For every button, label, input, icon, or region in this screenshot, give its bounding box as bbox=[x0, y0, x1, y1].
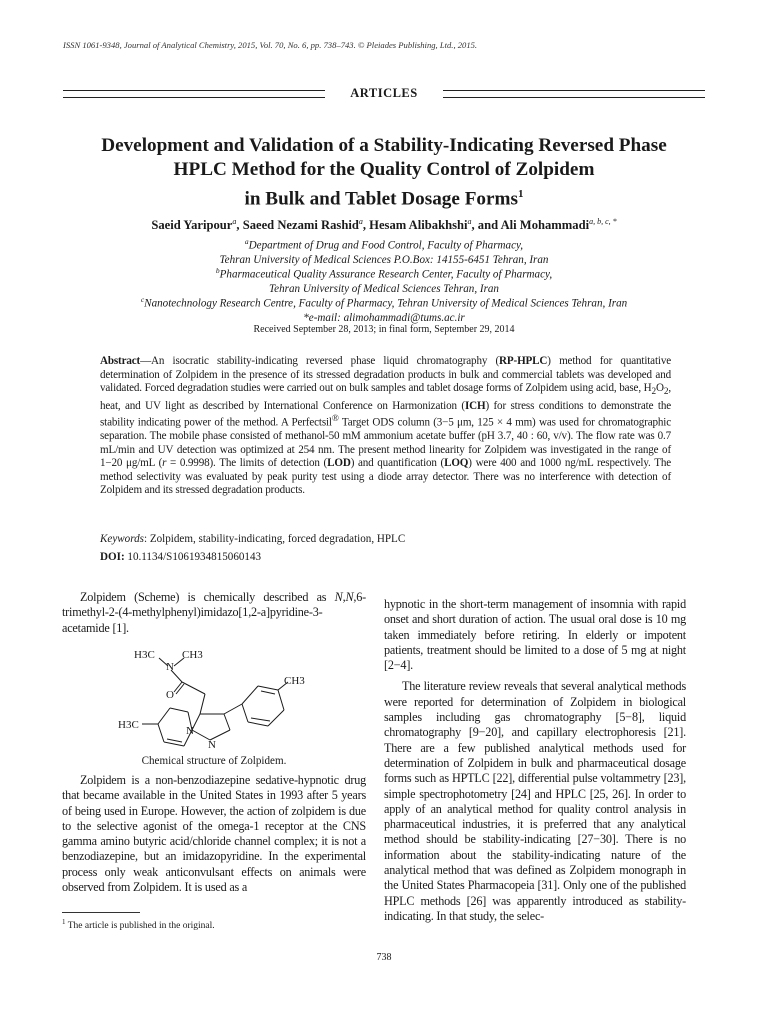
footnote-mark: 1 bbox=[62, 918, 66, 926]
label-n-ring-1: N bbox=[186, 725, 194, 737]
author-1-affil: a bbox=[232, 217, 237, 226]
keywords-text: : Zolpidem, stability-indicating, forced degradation, HPLC bbox=[143, 533, 406, 545]
text: Zolpidem (Scheme) is chemically described as bbox=[80, 590, 335, 604]
author-sep: , bbox=[362, 218, 370, 233]
author-sep: , bbox=[236, 218, 243, 233]
label-h3c-left: H3C bbox=[118, 719, 139, 731]
author-3: Hesam Alibakhshi bbox=[369, 218, 468, 233]
abstract-dash: — bbox=[140, 355, 152, 367]
abstract-text: ) for stress conditions to demonstrate the stability indicating power of the method. A Perfectsil bbox=[100, 399, 671, 429]
author-sep: , and bbox=[471, 218, 501, 233]
abstract-abbr: RP-HPLC bbox=[499, 355, 548, 367]
section-label: ARTICLES bbox=[350, 86, 418, 100]
author-2: Saeed Nezami Rashid bbox=[242, 218, 359, 233]
abstract-text: ) method for quantitative determination of Zolpidem in the presence of its stressed degradation products in bulk and commercial tablets was developed and validated. Forced degradation studies were carried out on bulk samples and tablet dosage forms of Zolpidem using acid, base, H bbox=[100, 355, 671, 394]
affiliation-b bbox=[40, 264, 728, 296]
journal-citation: ISSN 1061-9348, Journal of Analytical Chemistry, 2015, Vol. 70, No. 6, pp. 738–743. © Pleiades Publishing, Ltd., 2015. bbox=[63, 40, 478, 50]
doi-label: DOI: bbox=[100, 551, 125, 563]
abstract-italic: r bbox=[162, 457, 167, 470]
footnote bbox=[62, 918, 215, 931]
author-4-affil: a, b, c, * bbox=[589, 217, 617, 226]
author-2-affil: a bbox=[358, 217, 363, 226]
section-bar bbox=[63, 85, 705, 101]
affil-mark-a: a bbox=[244, 237, 249, 246]
abstract-text: ) were 400 and 1000 ng/mL respectively. The method selectivity was evaluated by peak purity test using a diode array detector. There was no interference with detection of Zolpidem and its stressed degradation products. bbox=[100, 457, 671, 497]
body-left-para-1 bbox=[62, 590, 366, 636]
corresponding-email[interactable]: *e-mail: alimohammadi@tums.ac.ir bbox=[303, 311, 465, 324]
label-n-ring-2: N bbox=[208, 739, 216, 751]
footnote-rule bbox=[62, 912, 140, 913]
affiliation-a bbox=[40, 235, 728, 267]
title-line-1: Development and Validation of a Stability-Indicating Reversed Phase bbox=[101, 135, 667, 156]
label-ch3: CH3 bbox=[182, 649, 203, 661]
keywords bbox=[100, 533, 405, 545]
abstract-subscript: 2 bbox=[663, 387, 669, 398]
scheme-caption: Chemical structure of Zolpidem. bbox=[141, 755, 287, 767]
text: Zolpidem is a non-benzodiazepine sedative-hypnotic drug that became available in the United States in 1993 after 5 years of being used in Europe. However, the action of zolpidem is due to the selective agonist of the omega-1 receptor at the CNS gamma amino butyric acid/chloride channel complex; it is not a benzodiazepine, but an imidazopyridine. In the experimental process only weak anticonvulsant effects on animals were observed from Zolpidem. It is used as a bbox=[62, 773, 366, 895]
abstract-text: O bbox=[656, 382, 664, 394]
affil-mark-c: c bbox=[140, 295, 145, 304]
author-1: Saeid Yaripour bbox=[151, 218, 233, 233]
author-4: Ali Mohammadi bbox=[500, 218, 590, 233]
abstract-subscript: 2 bbox=[651, 387, 657, 398]
text: ,6-trimethyl-2-(4-methylphenyl)imidazo[1,2-a]pyridine-3-acetamide [1]. bbox=[62, 590, 366, 635]
label-h3c: H3C bbox=[134, 649, 155, 661]
abstract-text: An isocratic stability-indicating reversed phase liquid chromatography ( bbox=[151, 355, 500, 367]
affil-a-line-2: Tehran University of Medical Sciences P.O.Box: 14155-6451 Tehran, Iran bbox=[219, 253, 549, 266]
chemical-structure bbox=[112, 642, 312, 754]
registered-mark: ® bbox=[331, 414, 339, 425]
zolpidem-structure-figure bbox=[112, 642, 312, 754]
abstract bbox=[100, 355, 671, 498]
abstract-text: = 0.9998). The limits of detection ( bbox=[166, 457, 328, 470]
title-line-3 bbox=[40, 182, 728, 211]
keywords-label: Keywords bbox=[100, 533, 144, 545]
abstract-text: , heat, and UV light as described by International Conference on Harmonization ( bbox=[100, 382, 671, 412]
footnote-text: The article is published in the original. bbox=[65, 921, 215, 932]
doi bbox=[100, 551, 261, 563]
affil-b-line-2: Tehran University of Medical Sciences Tehran, Iran bbox=[269, 282, 499, 295]
label-n: N bbox=[166, 661, 174, 673]
abstract-abbr: LOQ bbox=[444, 457, 469, 470]
affil-a-line-1: Department of Drug and Food Control, Faculty of Pharmacy, bbox=[248, 239, 524, 252]
affil-b-line-1: Pharmaceutical Quality Assurance Research Center, Faculty of Pharmacy, bbox=[219, 268, 553, 281]
abstract-abbr: LOD bbox=[327, 457, 351, 470]
title-line-2: HPLC Method for the Quality Control of Zolpidem bbox=[173, 159, 595, 180]
abstract-abbr: ICH bbox=[464, 399, 486, 412]
label-ch3-ring: CH3 bbox=[284, 675, 305, 687]
author-list bbox=[40, 217, 728, 233]
abstract-text: ) and quantification ( bbox=[350, 457, 445, 470]
text: hypnotic in the short-term management of insomnia with rapid onset and short duration of action. The usual oral dose is 10 mg taken immediately before retiring. In elderly or impotent patients, treatment should be limited to a dose of 5 mg at night [2−4]. bbox=[384, 597, 686, 673]
body-right-column bbox=[384, 597, 686, 924]
text: The literature review reveals that several analytical methods were reported for determination of Zolpidem in biological samples including gas chromatography [5−8], liquid chromatography [9−20], and capillary electrophoresis [21]. There are a few published analytical methods used for determination of Zolpidem in bulk and pharmaceutical dosage forms such as HPTLC [22], differential pulse voltammetry [23], simple spectrophotometry [24] and HPLC [25, 26]. In order to apply of an analytical method for quality control analysis in pharmaceutical industries, it is preferred that any analytical method should be stability-indicating [27−30]. There is no information about the stability-indicating nature of the analytical method that was defined as Zolpidem monograph in the United States Pharmacopeia [31]. Only one of the published HPLC methods [26] was apparently introduced as stability-indicating. In that study, the selec- bbox=[384, 679, 686, 923]
article-title bbox=[40, 134, 728, 211]
abstract-label: Abstract bbox=[100, 355, 141, 367]
author-3-affil: a bbox=[467, 217, 472, 226]
received-dates: Received September 28, 2013; in final form, September 29, 2014 bbox=[253, 324, 515, 335]
title-line-3-text: in Bulk and Tablet Dosage Forms bbox=[244, 188, 518, 210]
affiliation-c bbox=[40, 293, 728, 325]
body-left-para-2 bbox=[62, 773, 366, 895]
label-o: O bbox=[166, 689, 174, 701]
affil-mark-b: b bbox=[215, 266, 220, 275]
page-number: 738 bbox=[376, 952, 392, 963]
text-italic: N,N bbox=[334, 590, 354, 604]
title-footnote-mark: 1 bbox=[518, 188, 524, 200]
affil-c-line-1: Nanotechnology Research Centre, Faculty of Pharmacy, Tehran University of Medical Sciences Tehran, Iran bbox=[144, 297, 628, 310]
abstract-text: Target ODS column (3−5 μm, 125 × 4 mm) was used for chromatographic separation. The mobile phase consisted of methanol-50 mM ammonium acetate buffer (pH 3.7, 40 : 60, v/v). The flow rate was 0.7 mL/min and UV detection was optimized at 254 nm. The present method linearity for Zolpidem was investigated in the range of 1−20 μg/mL ( bbox=[100, 416, 671, 470]
doi-value[interactable]: 10.1134/S1061934815060143 bbox=[124, 551, 262, 563]
